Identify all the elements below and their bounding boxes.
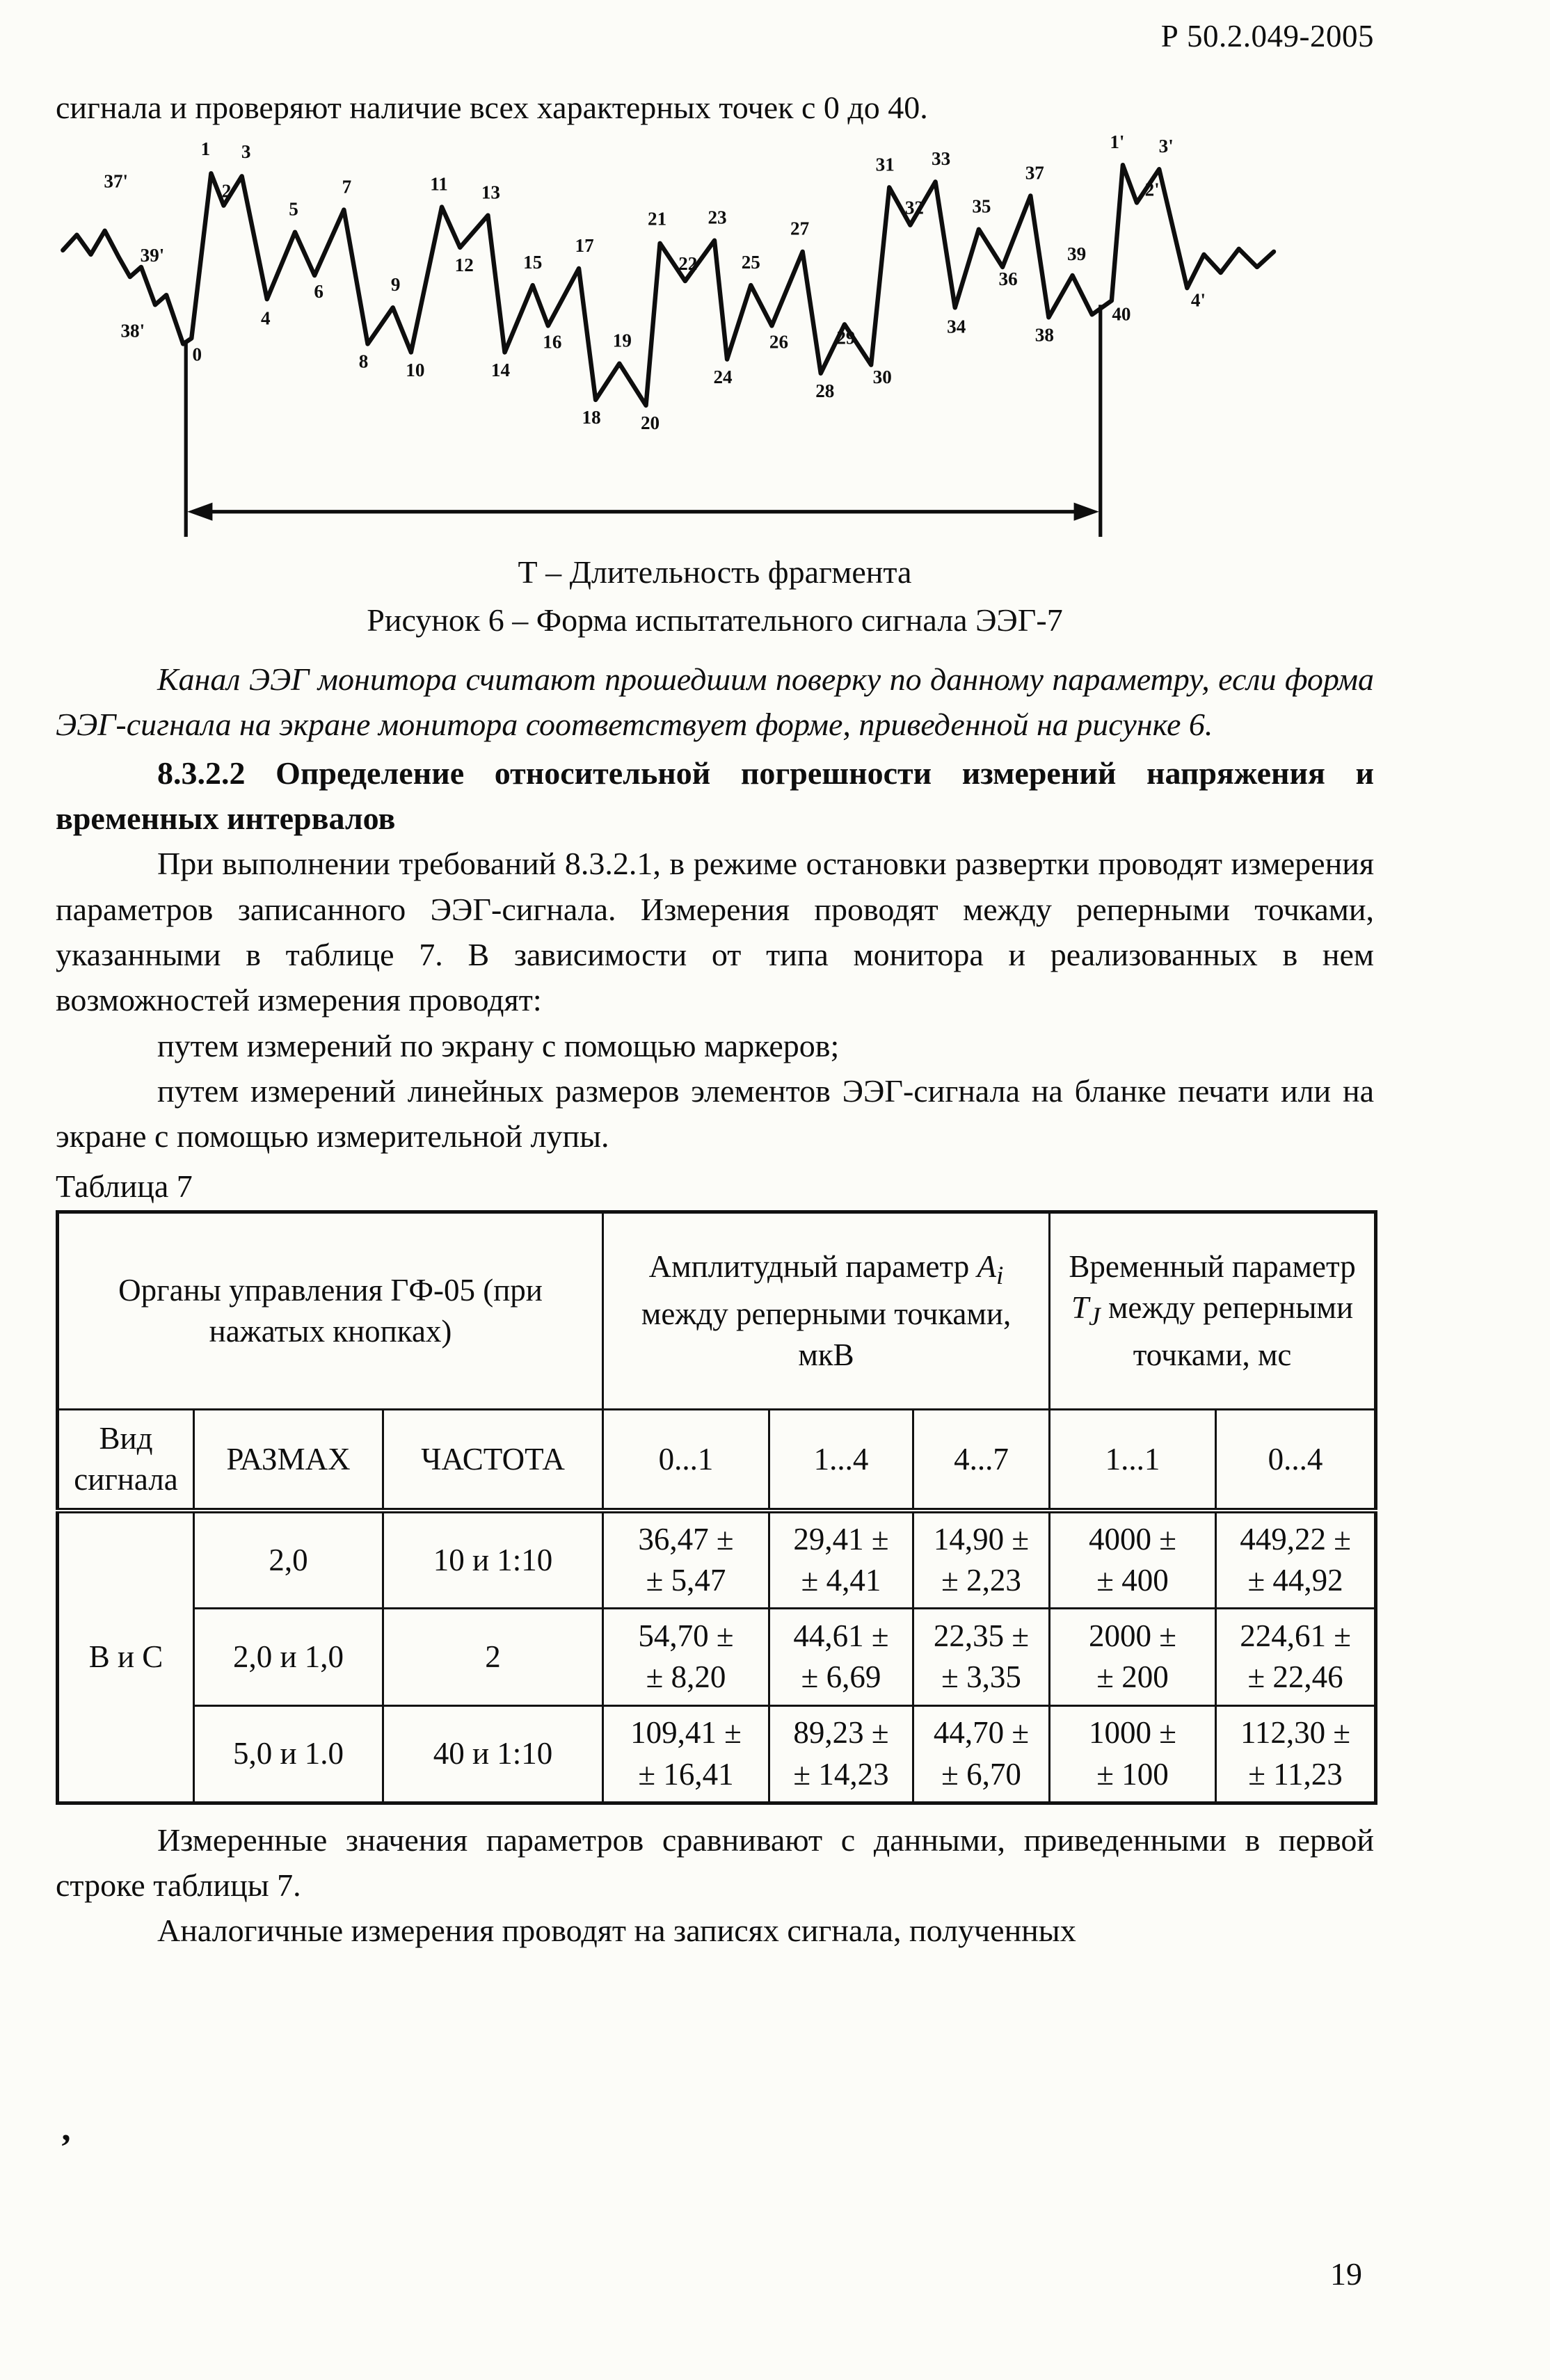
value-cell: 14,90 ± ± 2,23 xyxy=(913,1511,1050,1608)
waveform-point-label: 0 xyxy=(192,344,202,365)
waveform-point-label: 7 xyxy=(342,176,352,198)
waveform-point-label: 28 xyxy=(815,380,835,401)
waveform-point-label: 22 xyxy=(678,252,698,274)
value-cell: 2000 ± ± 200 xyxy=(1050,1608,1216,1705)
waveform-point-label: 35 xyxy=(972,195,991,217)
waveform-point-label: 3' xyxy=(1158,136,1174,157)
waveform-point-label: 9 xyxy=(390,274,401,296)
razmah-cell: 5,0 и 1.0 xyxy=(194,1705,383,1803)
waveform-point-label: 16 xyxy=(543,331,562,353)
page-number: 19 xyxy=(1330,2256,1362,2292)
razmah-cell: 2,0 xyxy=(194,1511,383,1608)
col-header-t-1-1: 1...1 xyxy=(1050,1410,1216,1511)
method-line-print: путем измерений линейных размеров элементов ЭЭГ-сигнала на бланке печати или на экране с помощью измерительной лупы. xyxy=(56,1072,1374,1155)
arrowhead-left-icon xyxy=(187,503,212,521)
value-cell: 44,61 ± ± 6,69 xyxy=(769,1608,913,1705)
figure-caption: Рисунок 6 – Форма испытательного сигнала ЭЭГ-7 xyxy=(367,602,1063,638)
value-cell: 112,30 ± ± 11,23 xyxy=(1216,1705,1376,1803)
group-header-amplitude: Амплитудный параметр $А_i$ между реперными точками, мкВ xyxy=(603,1212,1050,1410)
group-header-time: Временный параметр $Т_J$ между реперными точками, мс xyxy=(1050,1212,1376,1410)
waveform-point-label: 14 xyxy=(490,359,511,380)
value-cell: 449,22 ± ± 44,92 xyxy=(1216,1511,1376,1608)
waveform-point-label: 15 xyxy=(523,251,543,273)
waveform-point-label: 4' xyxy=(1190,289,1206,311)
chastota-cell: 10 и 1:10 xyxy=(383,1511,603,1608)
waveform-point-label: 11 xyxy=(430,173,448,195)
value-cell: 109,41 ± ± 16,41 xyxy=(603,1705,769,1803)
waveform-point-label: 29 xyxy=(836,327,856,348)
document-header xyxy=(56,18,1374,54)
waveform-point-label: 26 xyxy=(769,331,789,353)
waveform-svg xyxy=(60,131,1368,551)
waveform-point-label: 25 xyxy=(741,251,760,273)
waveform-point-label: 23 xyxy=(708,207,727,228)
closing-paragraph: Аналогичные измерения проводят на записях сигнала, полученных xyxy=(157,1913,1076,1949)
waveform-point-label: 33 xyxy=(932,148,951,170)
table-row xyxy=(58,1511,1376,1608)
waveform-point-label: 38 xyxy=(1034,324,1054,346)
waveform-point-label: 24 xyxy=(713,366,733,387)
waveform-point-label: 1' xyxy=(1110,131,1125,153)
col-header-razmah: РАЗМАХ xyxy=(194,1410,383,1511)
waveform-point-label: 1 xyxy=(200,138,211,160)
waveform-point-label: 17 xyxy=(575,234,594,256)
waveform-point-label: 32 xyxy=(904,197,924,218)
value-cell: 29,41 ± ± 4,41 xyxy=(769,1511,913,1608)
waveform-point-label: 34 xyxy=(947,316,966,337)
waveform-point-label: 19 xyxy=(612,330,632,351)
after-table-paragraph: Измеренные значения параметров сравнивают с данными, приведенными в первой строке таблицы 7. xyxy=(56,1822,1374,1904)
waveform-point-label: 38' xyxy=(120,320,145,341)
razmah-cell: 2,0 и 1,0 xyxy=(194,1608,383,1705)
figure-eeg-waveform xyxy=(56,131,1374,638)
waveform-point-label: 36 xyxy=(998,268,1018,290)
value-cell: 22,35 ± ± 3,35 xyxy=(913,1608,1050,1705)
col-header-a-1-4: 1...4 xyxy=(769,1410,913,1511)
table-7 xyxy=(56,1210,1377,1805)
body-paragraph: При выполнении требований 8.3.2.1, в режиме остановки развертки проводят измерения параметров записанного ЭЭГ-сигнала. Измерения проводят между реперными точками, указанными в таблице 7. В зависимости от типа монитора и реализованных в нем возможностей измерения проводят: xyxy=(56,846,1374,1018)
section-heading: 8.3.2.2 Определение относительной погрешности измерений напряжения и временных интервалов xyxy=(56,755,1374,836)
chastota-cell: 2 xyxy=(383,1608,603,1705)
waveform-point-label: 2 xyxy=(221,180,232,202)
waveform-point-label: 39 xyxy=(1067,243,1087,264)
waveform-point-label: 3 xyxy=(241,141,251,163)
waveform-point-label: 20 xyxy=(640,412,660,434)
value-cell: 1000 ± ± 100 xyxy=(1050,1705,1216,1803)
waveform-point-label: 27 xyxy=(790,218,810,239)
value-cell: 36,47 ± ± 5,47 xyxy=(603,1511,769,1608)
waveform-point-label: 10 xyxy=(406,359,425,380)
intro-line: сигнала и проверяют наличие всех характерных точек с 0 до 40. xyxy=(56,90,928,125)
waveform-point-label: 4 xyxy=(261,307,271,329)
waveform-point-label: 12 xyxy=(454,255,474,275)
table-row xyxy=(58,1705,1376,1803)
waveform-point-label: 6 xyxy=(314,281,323,303)
col-header-chastota: ЧАСТОТА xyxy=(383,1410,603,1511)
table-label: Таблица 7 xyxy=(56,1168,193,1205)
waveform-curve xyxy=(63,165,1274,405)
waveform-point-label: 8 xyxy=(358,351,369,372)
group-header-controls: Органы управления ГФ-05 (при нажатых кнопках) xyxy=(58,1212,603,1410)
value-cell: 224,61 ± ± 22,46 xyxy=(1216,1608,1376,1705)
waveform-point-label: 39' xyxy=(140,244,165,266)
waveform-point-label: 30 xyxy=(872,366,892,387)
stray-ink-mark: ’ xyxy=(60,2128,72,2167)
waveform-point-label: 37' xyxy=(104,170,129,192)
standard-reference: Р 50.2.049-2005 xyxy=(1160,19,1374,54)
waveform-point-label: 13 xyxy=(481,182,500,203)
arrowhead-right-icon xyxy=(1074,503,1099,521)
table-row xyxy=(58,1608,1376,1705)
value-cell: 54,70 ± ± 8,20 xyxy=(603,1608,769,1705)
table-subheader-row xyxy=(58,1410,1376,1511)
waveform-point-label: 5 xyxy=(289,198,298,220)
col-header-signal-type: Вид сигнала xyxy=(58,1410,194,1511)
waveform-point-label: 40 xyxy=(1112,303,1131,325)
value-cell: 89,23 ± ± 14,23 xyxy=(769,1705,913,1803)
col-header-t-0-4: 0...4 xyxy=(1216,1410,1376,1511)
waveform-point-label: 31 xyxy=(875,154,895,175)
col-header-a-0-1: 0...1 xyxy=(603,1410,769,1511)
method-line-markers: путем измерений по экрану с помощью маркеров; xyxy=(157,1027,840,1063)
waveform-point-label: 18 xyxy=(582,407,601,428)
col-header-a-4-7: 4...7 xyxy=(913,1410,1050,1511)
signal-type-cell: В и С xyxy=(58,1511,194,1803)
waveform-point-label: 37 xyxy=(1025,162,1044,184)
chastota-cell: 40 и 1:10 xyxy=(383,1705,603,1803)
waveform-point-label: 21 xyxy=(648,208,667,230)
duration-caption: Т – Длительность фрагмента xyxy=(518,554,912,590)
verdict-paragraph: Канал ЭЭГ монитора считают прошедшим поверку по данному параметру, если форма ЭЭГ-сигнала на экране монитора соответствует форме, приведенной на рисунке 6. xyxy=(56,661,1374,743)
waveform-point-label: 2' xyxy=(1144,179,1160,200)
value-cell: 44,70 ± ± 6,70 xyxy=(913,1705,1050,1803)
value-cell: 4000 ± ± 400 xyxy=(1050,1511,1216,1608)
table-group-header-row xyxy=(58,1212,1376,1410)
